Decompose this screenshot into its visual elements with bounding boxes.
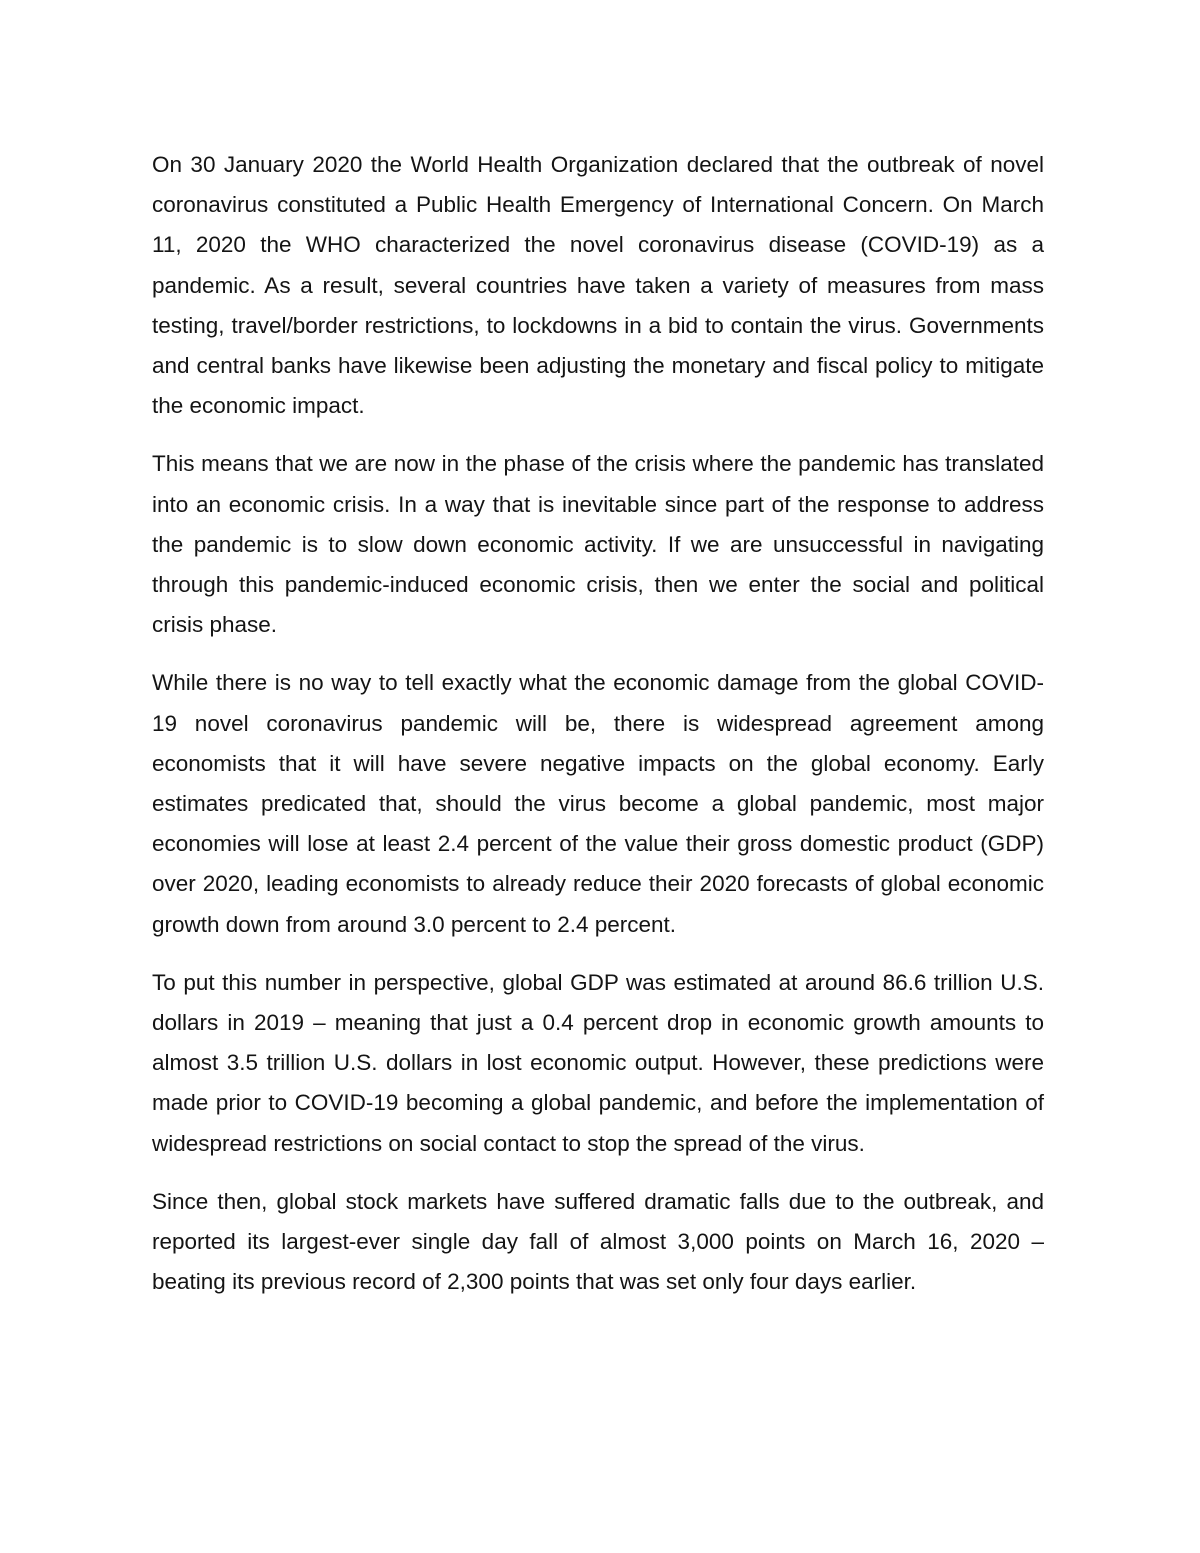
- paragraph-gdp-perspective: To put this number in perspective, global GDP was estimated at around 86.6 trillion U.S. dollars in 2019 – meaning that just a 0.4 percent drop in economic growth amounts to almost 3.5 trillion U.S. dollars in lost economic output. However, these predictions were made prior to COVID-19 becoming a global pandemic, and before the implementation of widespread restrictions on social contact to stop the spread of the virus.: [152, 969, 1044, 1156]
- paragraph-stock-markets: Since then, global stock markets have suffered dramatic falls due to the outbreak, and reported its largest-ever single day fall of almost 3,000 points on March 16, 2020 – beating its previous record of 2,300 points that was set only four days earlier.: [152, 1188, 1044, 1295]
- document-body: [152, 145, 1044, 1320]
- paragraph-economic-crisis-phase: This means that we are now in the phase of the crisis where the pandemic has translated into an economic crisis. In a way that is inevitable since part of the response to address the pandemic is to slow down economic activity. If we are unsuccessful in navigating through this pandemic-induced economic crisis, then we enter the social and political crisis phase.: [152, 451, 1044, 638]
- paragraph-who-declaration: On 30 January 2020 the World Health Organization declared that the outbreak of novel coronavirus constituted a Public Health Emergency of International Concern. On March 11, 2020 the WHO characterized the novel coronavirus disease (COVID-19) as a pandemic. As a result, several countries have taken a variety of measures from mass testing, travel/border restrictions, to lockdowns in a bid to contain the virus. Governments and central banks have likewise been adjusting the monetary and fiscal policy to mitigate the economic impact.: [152, 152, 1044, 419]
- paragraph-economic-damage: While there is no way to tell exactly what the economic damage from the global COVID-19 novel coronavirus pandemic will be, there is widespread agreement among economists that it will have severe negative impacts on the global economy. Early estimates predicated that, should the virus become a global pandemic, most major economies will lose at least 2.4 percent of the value their gross domestic product (GDP) over 2020, leading economists to already reduce their 2020 forecasts of global economic growth down from around 3.0 percent to 2.4 percent.: [152, 670, 1044, 937]
